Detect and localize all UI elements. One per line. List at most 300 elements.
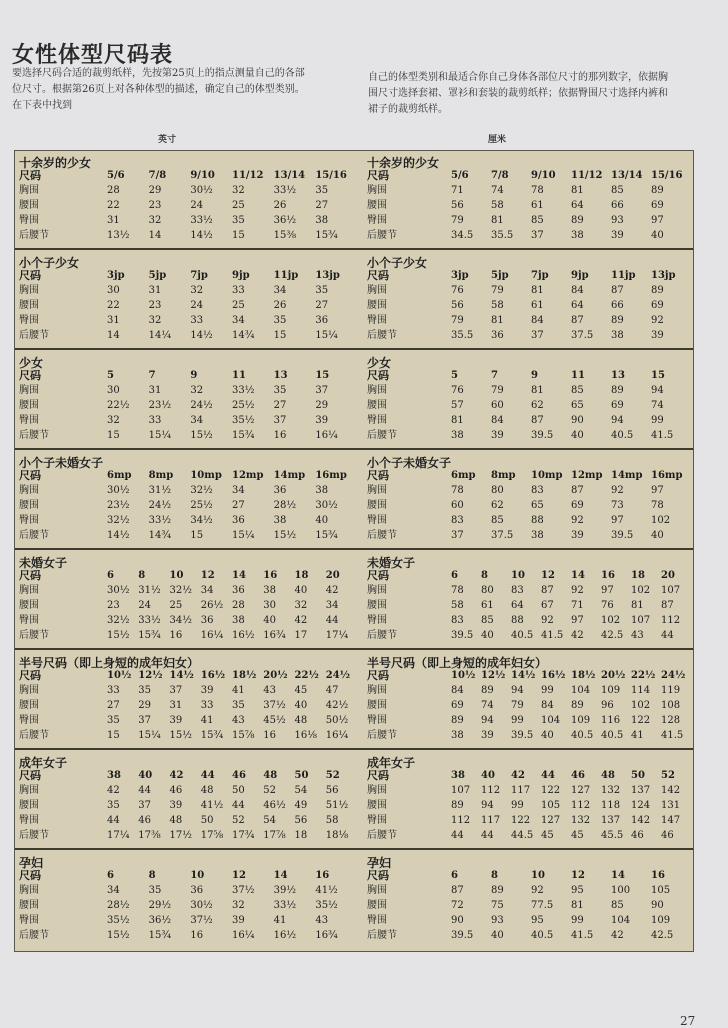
row-label: 臀围 <box>19 215 39 226</box>
cell-value: 44 <box>661 630 674 641</box>
category-title: 少女 <box>19 356 44 370</box>
cell-value: 142 <box>661 785 681 796</box>
cell-value: 79 <box>451 215 464 226</box>
cell-value: 44 <box>200 770 215 781</box>
row-label: 胸围 <box>19 285 39 296</box>
cell-value: 12mp <box>571 470 603 481</box>
cell-value: 12 <box>232 870 246 881</box>
cell-value: 15 <box>107 730 120 741</box>
cell-value: 40 <box>651 530 664 541</box>
cell-value: 12½ <box>138 670 163 681</box>
cell-value: 81 <box>631 600 644 611</box>
cell-value: 10mp <box>190 470 222 481</box>
cell-value: 99 <box>511 800 524 811</box>
cell-value: 16mp <box>651 470 683 481</box>
cell-value: 15¾ <box>315 530 338 541</box>
cell-value: 69 <box>651 300 664 311</box>
cell-value: 16½ <box>273 930 297 941</box>
cell-value: 137 <box>631 785 651 796</box>
cell-value: 137 <box>601 815 621 826</box>
cell-value: 89 <box>571 700 584 711</box>
row-label: 臀围 <box>367 815 387 826</box>
row-label: 尺码 <box>19 869 41 882</box>
row-label: 后腰节 <box>367 330 397 341</box>
cell-value: 44 <box>325 615 339 626</box>
cell-value: 30 <box>107 385 120 396</box>
cell-value: 22 <box>107 200 120 211</box>
cell-value: 5/6 <box>451 170 469 181</box>
row-label: 臀围 <box>367 615 387 626</box>
cell-value: 38 <box>263 585 276 596</box>
cell-value: 37 <box>138 715 151 726</box>
cell-value: 61 <box>531 300 544 311</box>
cell-value: 44 <box>481 830 494 841</box>
cell-value: 12 <box>200 570 215 581</box>
cell-value: 95 <box>571 885 584 896</box>
row-label: 臀围 <box>367 415 387 426</box>
cell-value: 79 <box>491 285 504 296</box>
cell-value: 40.5 <box>571 730 594 741</box>
row-size <box>367 769 693 783</box>
cell-value: 50 <box>631 770 645 781</box>
cell-value: 38 <box>315 215 329 226</box>
cell-value: 92 <box>531 885 544 896</box>
row-size <box>19 269 359 283</box>
cell-value: 28 <box>232 600 245 611</box>
cell-value: 12½ <box>481 670 506 681</box>
cell-value: 40.5 <box>531 930 554 941</box>
row-waist <box>19 899 359 913</box>
cell-value: 50 <box>200 815 214 826</box>
cell-value: 16 <box>273 430 287 441</box>
cell-value: 31 <box>107 315 120 326</box>
cell-value: 15¼ <box>232 530 255 541</box>
cell-value: 95 <box>531 915 544 926</box>
cell-value: 81 <box>531 385 544 396</box>
cell-value: 96 <box>601 700 614 711</box>
cell-value: 89 <box>611 385 624 396</box>
row-hip <box>367 514 693 528</box>
cell-value: 15½ <box>169 730 192 741</box>
cell-value: 50½ <box>325 715 349 726</box>
cell-value: 40 <box>138 770 153 781</box>
cell-value: 31 <box>107 215 120 226</box>
row-label: 胸围 <box>367 485 387 496</box>
size-section <box>15 151 693 250</box>
cell-value: 25½ <box>190 500 213 511</box>
cell-value: 83 <box>451 615 464 626</box>
cell-value: 40.5 <box>611 430 634 441</box>
cell-value: 30½ <box>190 185 213 196</box>
cell-value: 40 <box>315 515 329 526</box>
cell-value: 37.5 <box>491 530 514 541</box>
cell-value: 69 <box>611 400 624 411</box>
cell-value: 18 <box>294 830 308 841</box>
cell-value: 11 <box>232 370 246 381</box>
cell-value: 54 <box>263 815 276 826</box>
row-label: 尺码 <box>19 669 41 682</box>
row-label: 腰围 <box>19 900 39 911</box>
cell-value: 12 <box>571 870 585 881</box>
row-waist <box>367 199 693 213</box>
cell-value: 16 <box>601 570 615 581</box>
row-label: 胸围 <box>367 385 387 396</box>
row-waist <box>19 299 359 313</box>
row-waist <box>367 399 693 413</box>
row-size <box>367 269 693 283</box>
cell-value: 71 <box>571 600 584 611</box>
row-bust <box>367 784 693 798</box>
cell-value: 74 <box>491 185 504 196</box>
cell-value: 90 <box>451 915 464 926</box>
row-label: 腰围 <box>19 400 39 411</box>
cell-value: 84 <box>541 700 554 711</box>
cell-value: 30½ <box>107 485 130 496</box>
cell-value: 13jp <box>315 270 340 281</box>
row-back <box>367 229 693 243</box>
page-title: 女性体型尺码表 <box>12 43 174 68</box>
cell-value: 33½ <box>138 615 161 626</box>
category-title: 成年女子 <box>19 756 68 770</box>
cell-value: 16¼ <box>315 430 338 441</box>
cell-value: 14½ <box>190 230 213 241</box>
cell-value: 16 <box>315 870 330 881</box>
cell-value: 16¾ <box>315 930 338 941</box>
cell-value: 41.5 <box>651 430 674 441</box>
cell-value: 34 <box>232 485 245 496</box>
cell-value: 14 <box>571 570 585 581</box>
cell-value: 29 <box>148 185 162 196</box>
cell-value: 48 <box>200 785 214 796</box>
cell-value: 61 <box>531 200 544 211</box>
cell-value: 16 <box>190 930 204 941</box>
row-waist <box>367 899 693 913</box>
row-label: 腰围 <box>19 800 39 811</box>
inches-block <box>15 651 359 748</box>
cell-value: 85 <box>611 900 624 911</box>
row-hip <box>19 414 359 428</box>
row-back <box>19 529 359 543</box>
cell-value: 37.5 <box>571 330 594 341</box>
row-bust <box>367 184 693 198</box>
cell-value: 46 <box>138 815 151 826</box>
cell-value: 33 <box>200 700 214 711</box>
cell-value: 78 <box>451 585 464 596</box>
cell-value: 8 <box>138 570 146 581</box>
row-bust <box>19 784 359 798</box>
cell-value: 32 <box>294 600 308 611</box>
row-back <box>19 829 359 843</box>
cell-value: 87 <box>571 485 584 496</box>
cell-value: 92 <box>541 615 554 626</box>
cell-value: 17¾ <box>232 830 255 841</box>
cell-value: 3jp <box>451 270 469 281</box>
cm-block <box>363 751 695 848</box>
cell-value: 89 <box>451 715 464 726</box>
row-label: 腰围 <box>19 700 39 711</box>
cell-value: 109 <box>571 715 591 726</box>
cell-value: 23½ <box>148 400 172 411</box>
cell-value: 56 <box>325 785 339 796</box>
cell-value: 99 <box>511 715 524 726</box>
size-section <box>15 351 693 450</box>
cell-value: 35 <box>273 385 287 396</box>
cell-value: 38 <box>451 770 465 781</box>
cell-value: 81 <box>531 285 544 296</box>
row-label: 后腰节 <box>19 230 49 241</box>
row-back <box>367 529 693 543</box>
row-hip <box>19 814 359 828</box>
cell-value: 14½ <box>107 530 130 541</box>
cell-value: 32½ <box>107 515 130 526</box>
cell-value: 25 <box>232 300 245 311</box>
cell-value: 39 <box>491 430 504 441</box>
cell-value: 117 <box>481 815 501 826</box>
cell-value: 88 <box>511 615 524 626</box>
cell-value: 24 <box>190 300 204 311</box>
row-back <box>19 329 359 343</box>
cell-value: 8mp <box>148 470 174 481</box>
cell-value: 10½ <box>107 670 132 681</box>
cell-value: 14mp <box>273 470 306 481</box>
row-label: 尺码 <box>19 369 41 382</box>
inches-block <box>15 851 359 950</box>
row-size <box>19 769 359 783</box>
cell-value: 46½ <box>263 800 286 811</box>
cell-value: 29½ <box>148 900 172 911</box>
cell-value: 13/14 <box>273 170 306 181</box>
cell-value: 41 <box>631 730 644 741</box>
row-hip <box>367 214 693 228</box>
cell-value: 75 <box>491 900 504 911</box>
category-title: 成年女子 <box>367 756 416 770</box>
cell-value: 28 <box>107 185 120 196</box>
cell-value: 14½ <box>190 330 213 341</box>
cell-value: 13½ <box>107 230 130 241</box>
size-section <box>15 751 693 850</box>
cell-value: 90 <box>651 900 664 911</box>
cell-value: 5jp <box>491 270 509 281</box>
row-label: 胸围 <box>19 485 39 496</box>
cell-value: 28½ <box>273 500 297 511</box>
cell-value: 32 <box>190 285 204 296</box>
cell-value: 45 <box>294 685 308 696</box>
cell-value: 42 <box>325 585 339 596</box>
cell-value: 93 <box>611 215 624 226</box>
row-bust <box>367 484 693 498</box>
cell-value: 42.5 <box>601 630 624 641</box>
cell-value: 92 <box>571 515 584 526</box>
row-label: 尺码 <box>19 469 41 482</box>
cell-value: 48 <box>294 715 308 726</box>
cell-value: 32 <box>148 215 162 226</box>
row-label: 臀围 <box>19 615 39 626</box>
cell-value: 42.5 <box>651 930 674 941</box>
row-back <box>19 929 359 943</box>
cell-value: 39.5 <box>451 630 474 641</box>
cell-value: 35 <box>148 885 162 896</box>
row-waist <box>19 599 359 613</box>
row-waist <box>367 799 693 813</box>
cell-value: 118 <box>601 800 621 811</box>
inches-block <box>15 751 359 848</box>
cell-value: 107 <box>631 615 651 626</box>
row-label: 后腰节 <box>367 530 397 541</box>
cell-value: 16 <box>651 870 665 881</box>
cell-value: 15¼ <box>148 430 172 441</box>
cell-value: 34 <box>107 885 120 896</box>
row-label: 腰围 <box>367 500 387 511</box>
cell-value: 81 <box>451 415 464 426</box>
cell-value: 44 <box>232 800 245 811</box>
cell-value: 107 <box>661 585 681 596</box>
cell-value: 32½ <box>169 585 192 596</box>
cell-value: 80 <box>491 485 504 496</box>
cell-value: 112 <box>481 785 501 796</box>
cell-value: 108 <box>661 700 681 711</box>
cell-value: 52 <box>325 770 340 781</box>
cell-value: 27 <box>273 400 287 411</box>
cell-value: 38 <box>611 330 624 341</box>
cell-value: 77.5 <box>531 900 554 911</box>
cell-value: 39.5 <box>451 930 474 941</box>
cell-value: 112 <box>661 615 681 626</box>
cell-value: 14¾ <box>232 330 255 341</box>
cell-value: 24½ <box>148 500 172 511</box>
cell-value: 35 <box>315 185 329 196</box>
cell-value: 39.5 <box>511 730 534 741</box>
inches-block <box>15 351 359 448</box>
cell-value: 26 <box>273 200 287 211</box>
cell-value: 88 <box>531 515 544 526</box>
row-label: 尺码 <box>367 269 389 282</box>
cell-value: 33½ <box>273 900 297 911</box>
cell-value: 6 <box>107 870 114 881</box>
cell-value: 99 <box>651 415 664 426</box>
cell-value: 36 <box>273 485 287 496</box>
category-title: 孕妇 <box>19 856 44 870</box>
category-title: 小个子未婚女子 <box>19 456 104 470</box>
cell-value: 13/14 <box>611 170 643 181</box>
cell-value: 105 <box>541 800 561 811</box>
row-waist <box>367 599 693 613</box>
cell-value: 16⅛ <box>294 730 317 741</box>
cell-value: 87 <box>611 285 624 296</box>
cell-value: 94 <box>611 415 624 426</box>
cell-value: 8 <box>481 570 488 581</box>
size-chart-table <box>14 150 694 952</box>
row-hip <box>19 514 359 528</box>
cell-value: 41 <box>273 915 287 926</box>
cell-value: 26½ <box>200 600 224 611</box>
intro-text-left: 要选择尺码合适的裁剪纸样，先按第25页上的指点测量自己的各部位尺寸。根据第26页上对各种体型的描述，确定自己的体型类别。在下表中找到 <box>12 68 305 111</box>
row-size <box>19 869 359 883</box>
cell-value: 40 <box>481 770 495 781</box>
cm-block <box>363 851 695 950</box>
cell-value: 30½ <box>190 900 213 911</box>
cell-value: 15 <box>190 530 204 541</box>
cell-value: 58 <box>491 300 504 311</box>
cell-value: 36 <box>315 315 329 326</box>
row-bust <box>19 384 359 398</box>
cell-value: 7 <box>148 370 156 381</box>
cell-value: 24½ <box>325 670 351 681</box>
cell-value: 11jp <box>611 270 636 281</box>
cm-block <box>363 651 695 748</box>
row-label: 臀围 <box>19 415 39 426</box>
cell-value: 3jp <box>107 270 125 281</box>
cell-value: 17 <box>294 630 308 641</box>
cell-value: 6 <box>451 570 458 581</box>
row-hip <box>367 314 693 328</box>
row-back <box>367 929 693 943</box>
cell-value: 28½ <box>107 900 130 911</box>
inches-block <box>15 551 359 648</box>
cell-value: 124 <box>631 800 651 811</box>
cell-value: 13jp <box>651 270 676 281</box>
cell-value: 48 <box>263 770 278 781</box>
cell-value: 39.5 <box>531 430 554 441</box>
cell-value: 16½ <box>200 670 226 681</box>
cell-value: 23½ <box>107 500 130 511</box>
row-waist <box>19 399 359 413</box>
cell-value: 5/6 <box>107 170 125 181</box>
cell-value: 71 <box>451 185 464 196</box>
cell-value: 87 <box>661 600 674 611</box>
row-label: 尺码 <box>19 569 41 582</box>
row-label: 尺码 <box>19 269 41 282</box>
cell-value: 27 <box>232 500 245 511</box>
cell-value: 46 <box>661 830 674 841</box>
cell-value: 94 <box>511 685 524 696</box>
cell-value: 132 <box>571 815 591 826</box>
cell-value: 76 <box>451 385 464 396</box>
cell-value: 35½ <box>232 415 255 426</box>
cell-value: 7jp <box>190 270 208 281</box>
cell-value: 15 <box>315 370 330 381</box>
cell-value: 18 <box>294 570 309 581</box>
cell-value: 40.5 <box>601 730 624 741</box>
cell-value: 89 <box>651 185 664 196</box>
cell-value: 10 <box>511 570 525 581</box>
cell-value: 112 <box>451 815 471 826</box>
row-label: 尺码 <box>19 769 41 782</box>
cell-value: 9jp <box>571 270 589 281</box>
cm-block <box>363 151 695 248</box>
row-label: 胸围 <box>19 185 39 196</box>
cell-value: 7jp <box>531 270 549 281</box>
cell-value: 51½ <box>325 800 349 811</box>
cell-value: 122 <box>541 785 561 796</box>
cm-block <box>363 351 695 448</box>
cell-value: 81 <box>491 315 504 326</box>
cell-value: 30 <box>107 285 120 296</box>
cell-value: 42 <box>571 630 584 641</box>
cell-value: 84 <box>451 685 464 696</box>
cell-value: 43 <box>263 685 276 696</box>
cell-value: 79 <box>491 385 504 396</box>
cell-value: 50 <box>232 785 245 796</box>
cell-value: 14 <box>273 870 288 881</box>
cell-value: 41 <box>200 715 214 726</box>
cell-value: 14 <box>107 330 120 341</box>
cell-value: 10 <box>190 870 205 881</box>
cell-value: 56 <box>451 200 464 211</box>
row-label: 后腰节 <box>19 630 49 641</box>
cell-value: 27 <box>107 700 120 711</box>
cell-value: 37 <box>451 530 464 541</box>
cell-value: 14mp <box>611 470 643 481</box>
